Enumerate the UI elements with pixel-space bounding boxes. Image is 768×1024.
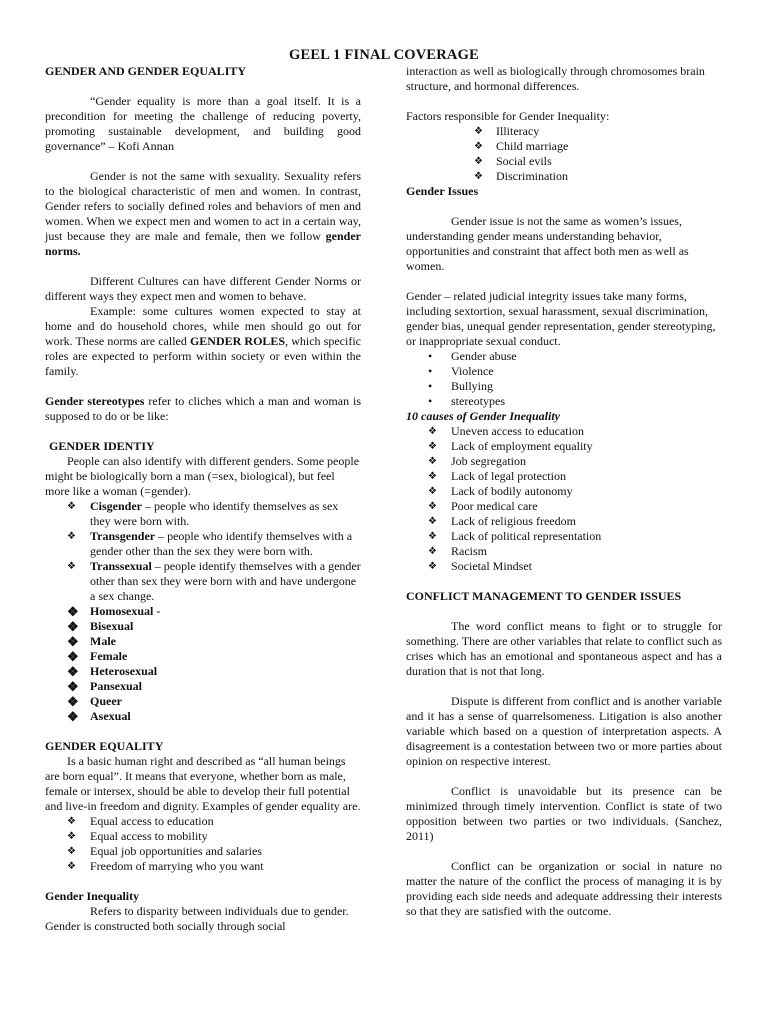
diamond-bullet-icon: ❖ <box>428 531 437 542</box>
list-item: • Bullying <box>428 379 494 393</box>
list-item: • Gender abuse <box>428 349 517 363</box>
diamond-bullet-icon: ❖ <box>428 501 437 512</box>
diamond-bullet-icon: ❖ <box>67 816 76 827</box>
paragraph-dispute: Dispute is different from conflict and is another variable and it has a sense of quarrelsomeness. Litigation is also another variable which based on a question of interpretation aspects. A disagreement is a contestation between two or more parties about opinion on respective interest. <box>406 694 722 768</box>
paragraph-gender-roles: Example: some cultures women expected to stay at home and do household chores, while men should go out for work. These norms are called GENDER ROLES, which specific roles are expected to perform within society or even within the family. <box>45 304 361 378</box>
list-item: ❖ Illiteracy <box>474 124 540 138</box>
diamond-bullet-icon: ❖ <box>474 156 483 167</box>
diamond-bullet-icon: ❖ <box>67 501 76 512</box>
paragraph-conflict-unavoidable: Conflict is unavoidable but its presence can be minimized through timely intervention. Conflict is state of two opposition between two parties or two individuals. (Sanchez, 2011) <box>406 784 722 843</box>
list-item: ❖ Freedom of marrying who you want <box>67 859 264 873</box>
issues-list <box>406 349 722 409</box>
diamond-bullet-icon: ❖ <box>67 846 76 857</box>
paragraph-inequality-continued: interaction as well as biologically through chromosomes brain structure, and hormonal differences. <box>406 64 705 93</box>
section-heading-gender-issues: Gender Issues <box>406 184 479 198</box>
section-heading-gender-inequality: Gender Inequality <box>45 889 140 903</box>
list-item: ❖ Social evils <box>474 154 552 168</box>
paragraph-gender-issues: Gender issue is not the same as women’s issues, understanding gender means understanding behavior, opportunities and constraint that affect both men as well as women. <box>406 214 689 273</box>
list-item: ❖ Lack of employment equality <box>428 439 593 453</box>
gender-stereotypes-term: Gender stereotypes <box>45 394 145 408</box>
list-item: ❖ Equal access to education <box>67 814 214 828</box>
diamond-bullet-icon: ❖ <box>67 649 79 664</box>
list-item: ❖ Equal job opportunities and salaries <box>67 844 262 858</box>
diamond-bullet-icon: ❖ <box>67 831 76 842</box>
right-column <box>406 64 722 919</box>
section-heading-gender-equality-2: GENDER EQUALITY <box>45 739 164 753</box>
diamond-bullet-icon: ❖ <box>474 171 483 182</box>
list-item: ❖ Discrimination <box>474 169 568 183</box>
list-item: ❖ Lack of religious freedom <box>428 514 576 528</box>
list-item: ❖ Racism <box>428 544 487 558</box>
diamond-bullet-icon: ❖ <box>428 546 437 557</box>
diamond-bullet-icon: ❖ <box>67 694 79 709</box>
diamond-bullet-icon: ❖ <box>474 141 483 152</box>
paragraph-gender-identity: People can also identify with different genders. Some people might be biologically born a man (=sex, biological), but feel more like a woman (=gender). <box>45 454 360 498</box>
list-item: ❖ Societal Mindset <box>428 559 532 573</box>
paragraph-judicial-issues: Gender – related judicial integrity issues take many forms, including sextortion, sexual harassment, sexual discrimination, gender bias, unequal gender representation, gender stereotyping, or inappropriate sexual conduct. <box>406 289 716 348</box>
paragraph-gender-equality: Is a basic human right and described as “all human beings are born equal”. It means that everyone, whether born as male, female or intersex, should be able to develop their full potential and live-in freedom and dignity. Examples of gender equality are. <box>45 754 361 813</box>
paragraph-gender-vs-sexuality: Gender is not the same with sexuality. Sexuality refers to the biological characteristic of men and women. In contrast, Gender refers to socially defined roles and behaviors of men and women. When we expect men and women to act in a certain way, just because they are male and female, then we follow gender norms. <box>45 169 361 258</box>
list-item: ❖ Male <box>67 634 116 649</box>
gender-roles-term: GENDER ROLES <box>189 334 286 348</box>
diamond-bullet-icon: ❖ <box>67 634 79 649</box>
list-item: ❖ Transsexual – people identify themselves with a gender other than sex they were born with and have undergone a sex change. <box>67 559 361 603</box>
causes-list <box>406 424 722 574</box>
factors-label: Factors responsible for Gender Inequality: <box>406 109 610 123</box>
list-item: ❖ Lack of bodily autonomy <box>428 484 573 498</box>
bullet-dot-icon: • <box>428 379 433 393</box>
diamond-bullet-icon: ❖ <box>428 471 437 482</box>
diamond-bullet-icon: ❖ <box>428 516 437 527</box>
causes-heading: 10 causes of Gender Inequality <box>406 409 560 423</box>
diamond-bullet-icon: ❖ <box>428 486 437 497</box>
diamond-bullet-icon: ❖ <box>428 456 437 467</box>
list-item: ❖ Cisgender – people who identify themselves as sex they were born with. <box>67 499 339 528</box>
list-item: ❖ Lack of legal protection <box>428 469 566 483</box>
diamond-bullet-icon: ❖ <box>67 604 79 619</box>
section-heading-gender-equality: GENDER AND GENDER EQUALITY <box>45 64 247 78</box>
paragraph-conflict-organization: Conflict can be organization or social in nature no matter the nature of the conflict the process of managing it is by providing each side needs and adequate addressing their interests so that they are satisfied with the outcome. <box>406 859 722 918</box>
diamond-bullet-icon: ❖ <box>67 664 79 679</box>
list-item: ❖ Poor medical care <box>428 499 538 513</box>
factors-list <box>406 124 722 184</box>
section-heading-gender-identity: GENDER IDENTIY <box>49 439 155 453</box>
diamond-bullet-icon: ❖ <box>428 426 437 437</box>
list-item: • stereotypes <box>428 394 505 408</box>
identity-definition-list <box>45 499 361 604</box>
paragraph-gender-norms: Different Cultures can have different Gender Norms or different ways they expect men and women to behave. <box>45 274 361 303</box>
diamond-bullet-icon: ❖ <box>67 531 76 542</box>
paragraph-conflict-definition: The word conflict means to fight or to struggle for something. There are other variables that relate to conflict such as crises which has an emotional and spontaneous aspect and has a duration that is not that long. <box>406 619 722 678</box>
diamond-bullet-icon: ❖ <box>428 441 437 452</box>
diamond-bullet-icon: ❖ <box>428 561 437 572</box>
list-item: ❖ Lack of political representation <box>428 529 602 543</box>
list-item: ❖ Bisexual <box>67 619 134 634</box>
list-item: ❖ Uneven access to education <box>428 424 584 438</box>
identity-terms-list <box>45 604 361 724</box>
list-item: • Violence <box>428 364 494 378</box>
bullet-dot-icon: • <box>428 364 433 378</box>
diamond-bullet-icon: ❖ <box>67 709 79 724</box>
list-item: ❖ Homosexual - <box>67 604 161 619</box>
diamond-bullet-icon: ❖ <box>67 679 79 694</box>
section-heading-conflict-management: CONFLICT MANAGEMENT TO GENDER ISSUES <box>406 589 682 603</box>
list-item: ❖ Asexual <box>67 709 131 724</box>
list-item: ❖ Child marriage <box>474 139 569 153</box>
paragraph-gender-stereotypes: Gender stereotypes refer to cliches which a man and woman is supposed to do or be like: <box>45 394 361 423</box>
diamond-bullet-icon: ❖ <box>67 561 76 572</box>
list-item: ❖ Heterosexual <box>67 664 158 679</box>
equality-examples-list <box>45 814 361 874</box>
paragraph-gender-inequality: Refers to disparity between individuals due to gender. Gender is constructed both socially through social <box>45 904 349 933</box>
kofi-annan-quote: “Gender equality is more than a goal itself. It is a precondition for meeting the challenge of reducing poverty, promoting sustainable development, and building good governance” – Kofi Annan <box>45 94 361 153</box>
left-column <box>45 64 361 934</box>
diamond-bullet-icon: ❖ <box>67 619 79 634</box>
gender-norms-term: gender norms. <box>45 229 361 258</box>
bullet-dot-icon: • <box>428 394 433 408</box>
document-title: GEEL 1 FINAL COVERAGE <box>289 47 479 63</box>
list-item: ❖ Pansexual <box>67 679 143 694</box>
list-item: ❖ Queer <box>67 694 122 709</box>
list-item: ❖ Transgender – people who identify themselves with a gender other than the sex they were born with. <box>67 529 353 558</box>
list-item: ❖ Female <box>67 649 128 664</box>
diamond-bullet-icon: ❖ <box>474 126 483 137</box>
bullet-dot-icon: • <box>428 349 433 363</box>
diamond-bullet-icon: ❖ <box>67 861 76 872</box>
list-item: ❖ Equal access to mobility <box>67 829 208 843</box>
list-item: ❖ Job segregation <box>428 454 526 468</box>
